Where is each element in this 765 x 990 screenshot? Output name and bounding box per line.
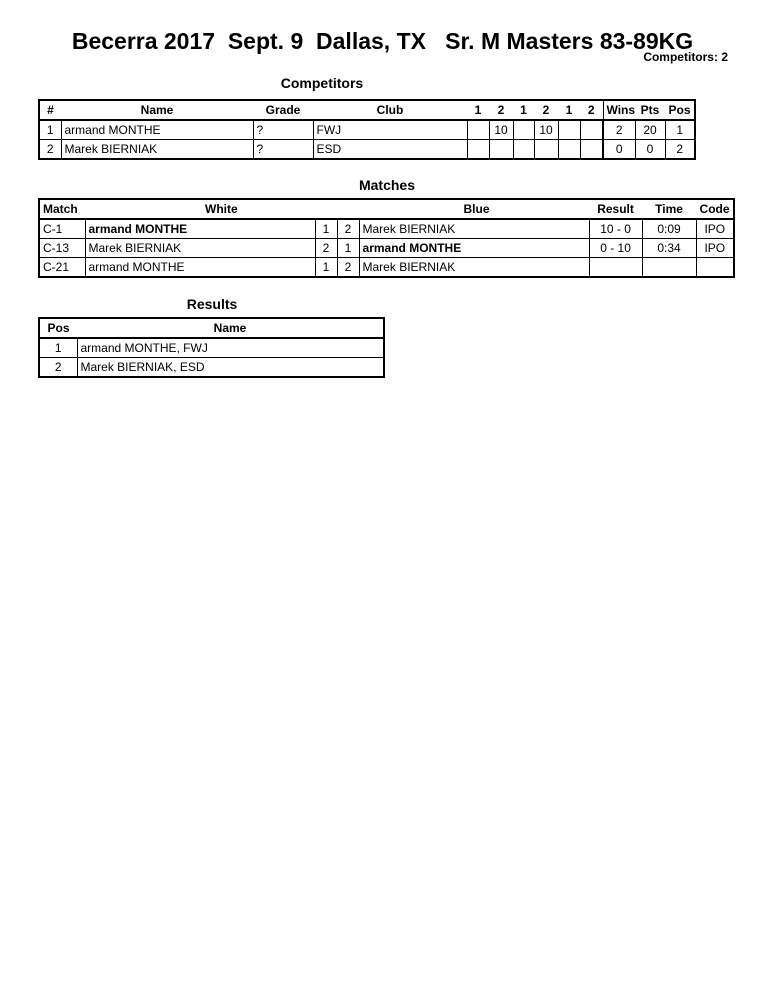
table-row [39,120,695,140]
competitor-number: 2 [39,140,61,160]
competitors-count: Competitors: 2 [643,50,728,64]
score-cell [489,140,513,160]
col-result: Result [589,199,642,219]
col-score-3: 1 [513,100,534,120]
col-wins: Wins [603,100,635,120]
col-match: Match [39,199,85,219]
competitor-grade: ? [253,140,313,160]
table-row [39,140,695,160]
matches-table [38,198,735,278]
blue-player: Marek BIERNIAK [359,219,589,239]
score-cell [558,140,580,160]
match-result [589,258,642,278]
col-score-2: 2 [489,100,513,120]
table-row [39,338,384,358]
competitor-club: FWJ [313,120,467,140]
match-id: C-1 [39,219,85,239]
white-number: 1 [315,258,337,278]
matches-header-row [39,199,734,219]
competitor-wins: 2 [603,120,635,140]
competitor-name: Marek BIERNIAK [61,140,253,160]
competitor-number: 1 [39,120,61,140]
match-result: 10 - 0 [589,219,642,239]
score-cell [467,120,489,140]
result-name: Marek BIERNIAK, ESD [77,358,384,378]
score-cell [580,120,603,140]
score-cell: 10 [489,120,513,140]
blue-number: 2 [337,258,359,278]
table-row [39,239,734,258]
competitor-club: ESD [313,140,467,160]
col-name: Name [77,318,384,338]
results-heading: Results [186,296,238,312]
col-blue: Blue [337,199,589,219]
table-row [39,358,384,378]
col-number: # [39,100,61,120]
competitor-wins: 0 [603,140,635,160]
col-grade: Grade [253,100,313,120]
col-pts: Pts [635,100,665,120]
score-cell [513,120,534,140]
match-code: IPO [696,219,734,239]
competitor-grade: ? [253,120,313,140]
results-table [38,317,385,378]
white-player: armand MONTHE [85,258,315,278]
col-pos: Pos [39,318,77,338]
col-name: Name [61,100,253,120]
blue-number: 1 [337,239,359,258]
competitors-header-row [39,100,695,120]
match-code [696,258,734,278]
match-id: C-13 [39,239,85,258]
result-name: armand MONTHE, FWJ [77,338,384,358]
score-cell [467,140,489,160]
match-time [642,258,696,278]
col-white: White [85,199,337,219]
competitors-table [38,99,696,160]
results-header-row [39,318,384,338]
match-time: 0:34 [642,239,696,258]
score-cell [558,120,580,140]
col-score-4: 2 [534,100,558,120]
matches-heading: Matches [358,177,416,193]
blue-number: 2 [337,219,359,239]
match-code: IPO [696,239,734,258]
competitor-pos: 1 [665,120,695,140]
white-number: 2 [315,239,337,258]
col-code: Code [696,199,734,219]
match-id: C-21 [39,258,85,278]
col-time: Time [642,199,696,219]
col-score-1: 1 [467,100,489,120]
blue-player: Marek BIERNIAK [359,258,589,278]
competitor-name: armand MONTHE [61,120,253,140]
competitor-pos: 2 [665,140,695,160]
competitors-heading: Competitors [280,75,364,91]
result-pos: 1 [39,338,77,358]
table-row [39,219,734,239]
blue-player: armand MONTHE [359,239,589,258]
score-cell: 10 [534,120,558,140]
competitor-pts: 0 [635,140,665,160]
white-number: 1 [315,219,337,239]
col-pos: Pos [665,100,695,120]
white-player: Marek BIERNIAK [85,239,315,258]
competitor-pts: 20 [635,120,665,140]
match-result: 0 - 10 [589,239,642,258]
score-cell [534,140,558,160]
result-pos: 2 [39,358,77,378]
score-cell [580,140,603,160]
col-score-6: 2 [580,100,603,120]
page-title: Becerra 2017 Sept. 9 Dallas, TX Sr. M Masters 83-89KG [71,28,694,54]
col-club: Club [313,100,467,120]
table-row [39,258,734,278]
score-cell [513,140,534,160]
col-score-5: 1 [558,100,580,120]
match-time: 0:09 [642,219,696,239]
white-player: armand MONTHE [85,219,315,239]
